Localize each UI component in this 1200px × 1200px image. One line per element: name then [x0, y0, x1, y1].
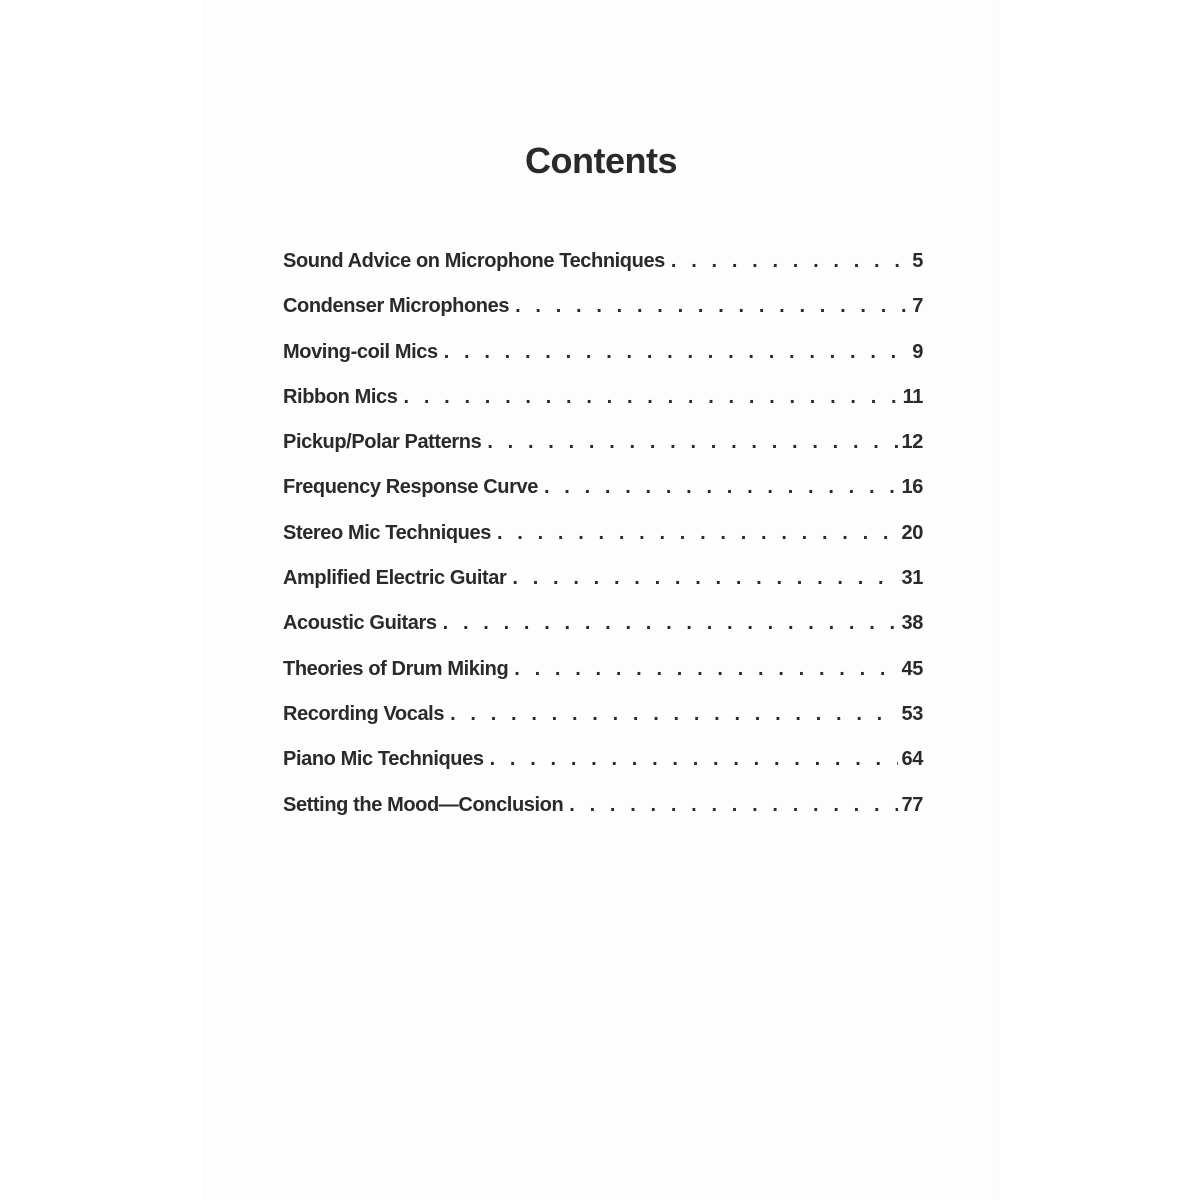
- toc-entry-page: 77: [901, 793, 923, 816]
- toc-entry: [283, 703, 923, 748]
- dot-leader: [497, 522, 898, 545]
- toc-entry-page: 38: [901, 612, 923, 635]
- toc-entry-label: Pickup/Polar Patterns: [283, 431, 482, 454]
- dot-leader: [450, 703, 897, 726]
- toc-entry: [283, 295, 923, 340]
- dot-leader: [444, 341, 909, 364]
- toc-entry: [283, 431, 923, 476]
- dot-leader: [490, 748, 898, 771]
- toc-entry-page: 31: [901, 567, 923, 590]
- dot-leader: [514, 658, 897, 681]
- toc-entry: [283, 250, 923, 295]
- dot-leader: [569, 794, 897, 817]
- toc-entry-page: 16: [901, 476, 923, 499]
- toc-entry-page: 9: [912, 340, 923, 363]
- toc-entry: [283, 567, 923, 612]
- toc-entry-label: Frequency Response Curve: [283, 476, 538, 499]
- toc-entry-label: Condenser Microphones: [283, 295, 510, 318]
- page-title: Contents: [525, 140, 677, 181]
- toc-entry-label: Piano Mic Techniques: [283, 748, 484, 771]
- toc-entry-page: 5: [912, 250, 923, 272]
- toc-entry: [283, 794, 923, 839]
- toc-entry-label: Sound Advice on Microphone Techniques: [283, 250, 665, 272]
- toc-entry-label: Setting the Mood—Conclusion: [283, 793, 564, 816]
- toc-entry: [283, 658, 923, 703]
- toc-entry-page: 12: [901, 431, 923, 454]
- toc-entry: [283, 612, 923, 657]
- dot-leader: [544, 476, 898, 499]
- toc-entry-label: Amplified Electric Guitar: [283, 567, 507, 590]
- toc-entry-page: 20: [901, 521, 923, 544]
- toc-entry: [283, 476, 923, 521]
- toc-entry-label: Ribbon Mics: [283, 385, 398, 408]
- toc-entry: [283, 341, 923, 386]
- toc-entry: [283, 748, 923, 793]
- toc-entry-label: Stereo Mic Techniques: [283, 521, 491, 544]
- dot-leader: [404, 386, 899, 409]
- toc-entry-label: Recording Vocals: [283, 702, 445, 725]
- toc-entry-page: 64: [901, 748, 923, 771]
- toc-entry-label: Acoustic Guitars: [283, 612, 437, 635]
- dot-leader: [671, 250, 908, 273]
- toc-entry-label: Theories of Drum Miking: [283, 657, 509, 680]
- toc-entry-page: 11: [902, 385, 923, 408]
- dot-leader: [512, 567, 897, 590]
- dot-leader: [443, 612, 898, 635]
- dot-leader: [515, 295, 908, 318]
- toc-list: [283, 250, 923, 839]
- dot-leader: [487, 431, 897, 454]
- toc-entry-page: 7: [912, 295, 923, 318]
- toc-entry-page: 45: [901, 657, 923, 680]
- toc-entry-page: 53: [901, 702, 923, 725]
- toc-entry-label: Moving-coil Mics: [283, 340, 438, 363]
- toc-entry: [283, 522, 923, 567]
- toc-entry: [283, 386, 923, 431]
